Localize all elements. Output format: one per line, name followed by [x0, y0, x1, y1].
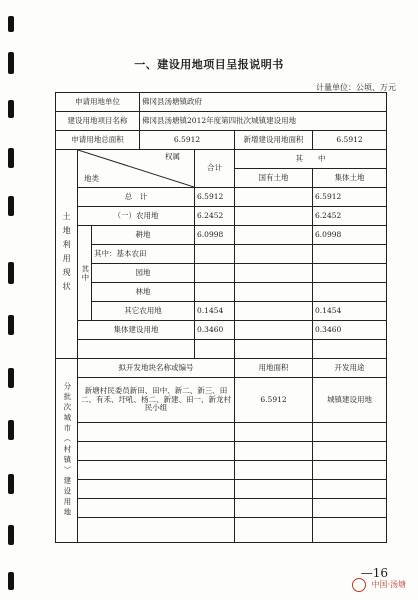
cell-guoyou: [235, 264, 313, 283]
header-dilei: 地类: [84, 174, 99, 184]
binding-mark: [8, 196, 14, 216]
row-empty: [56, 423, 387, 442]
cell-guoyou: [235, 302, 313, 321]
block-use: 城镇建设用地: [313, 378, 387, 423]
row-empty: [56, 499, 387, 518]
cell-jiti: 6.0998: [313, 226, 387, 245]
cell-jiti: 6.5912: [313, 188, 387, 207]
binding-mark: [8, 100, 14, 118]
binding-mark: [8, 420, 14, 440]
header-qizhong: 其 中: [235, 150, 387, 169]
row-qita: [56, 302, 387, 321]
cell-heji: 6.5912: [195, 188, 235, 207]
cell-jiti: 0.1454: [313, 302, 387, 321]
row-section2-header: [56, 359, 387, 378]
project-value: 佛冈县汤塘镇2012年度第四批次城镇建设用地: [140, 112, 387, 131]
qizhong-label: 其中: [78, 226, 92, 321]
row-lindi: [56, 283, 387, 302]
cell-guoyou: [235, 207, 313, 226]
binding-mark: [8, 262, 14, 284]
header-area: 用地面积: [235, 359, 313, 378]
row-empty: [56, 340, 387, 359]
binding-mark: [8, 368, 14, 388]
row-label: 园地: [92, 264, 195, 283]
watermark: [352, 578, 406, 592]
header-heji: 合计: [195, 150, 235, 188]
row-yuandi: [56, 264, 387, 283]
row-zongji: [56, 188, 387, 207]
row-total: [56, 131, 387, 150]
row-applicant: [56, 93, 387, 112]
row-label: 其它农用地: [92, 302, 195, 321]
row-label: （一）农用地: [78, 207, 195, 226]
cell-guoyou: [235, 283, 313, 302]
cell-guoyou: [235, 188, 313, 207]
row-empty: [56, 518, 387, 543]
unit-note: 计量单位：公顷、万元: [316, 83, 396, 92]
block-name: 新塘村民委员新田、田中、新二、新三、田二、有禾、圩吼、杨二、新建、田一、新龙村民小组: [78, 378, 235, 423]
cell-heji: 0.3460: [195, 321, 235, 340]
new-area-label: 新增建设用地面积: [235, 131, 313, 150]
binding-mark: [8, 16, 14, 32]
cell-heji: 6.0998: [195, 226, 235, 245]
row-project: [56, 112, 387, 131]
row-header-1: [56, 150, 387, 169]
row-block: [56, 378, 387, 423]
header-guoyou: 国有土地: [235, 169, 313, 188]
cell-heji: [195, 245, 235, 264]
cell-heji: [195, 264, 235, 283]
binding-mark: [8, 315, 14, 335]
section-land-status-label: 土地利用现状: [56, 150, 78, 359]
cell-heji: 0.1454: [195, 302, 235, 321]
applicant-value: 佛冈县汤塘镇政府: [140, 93, 387, 112]
cell-guoyou: [235, 226, 313, 245]
row-empty: [56, 480, 387, 499]
total-area-label: 申请用地总面积: [56, 131, 140, 150]
watermark-logo-icon: [352, 578, 366, 592]
cell-guoyou: [235, 245, 313, 264]
row-jiben: [56, 245, 387, 264]
cell-jiti: 0.3460: [313, 321, 387, 340]
cell-jiti: 6.2452: [313, 207, 387, 226]
row-label: 林地: [92, 283, 195, 302]
new-area-value: 6.5912: [313, 131, 387, 150]
row-label: 集体建设用地: [78, 321, 195, 340]
block-area: 6.5912: [235, 378, 313, 423]
land-use-table: [55, 92, 387, 543]
binding-mark: [8, 148, 14, 168]
header-jiti: 集体土地: [313, 169, 387, 188]
row-label: 耕地: [92, 226, 195, 245]
header-block: 拟开发地块名称或编号: [78, 359, 235, 378]
cell-guoyou: [235, 321, 313, 340]
diagonal-header-cell: [78, 150, 195, 188]
cell-jiti: [313, 283, 387, 302]
document-title: 一、建设用地项目呈报说明书: [134, 58, 284, 71]
row-jiti-build: [56, 321, 387, 340]
project-label: 建设用地项目名称: [56, 112, 140, 131]
row-empty: [56, 461, 387, 480]
watermark-text: 中国·汤塘: [371, 580, 406, 589]
header-use: 开发用途: [313, 359, 387, 378]
row-gengdi: [56, 226, 387, 245]
cell-heji: 6.2452: [195, 207, 235, 226]
binding-mark: [8, 474, 14, 494]
row-label: 其中：基本农田: [92, 245, 195, 264]
applicant-label: 申请用地单位: [56, 93, 140, 112]
total-area-value: 6.5912: [140, 131, 235, 150]
row-empty: [56, 442, 387, 461]
binding-mark: [8, 572, 14, 590]
row-nongyong: [56, 207, 387, 226]
cell-jiti: [313, 264, 387, 283]
row-label: 总 计: [78, 188, 195, 207]
header-quanshu: 权属: [165, 152, 181, 161]
binding-mark: [8, 525, 14, 545]
section-batch-label: 分批次城市（村镇）建设用地: [56, 359, 78, 543]
cell-heji: [195, 283, 235, 302]
page-number: —16: [360, 566, 388, 580]
cell-jiti: [313, 245, 387, 264]
